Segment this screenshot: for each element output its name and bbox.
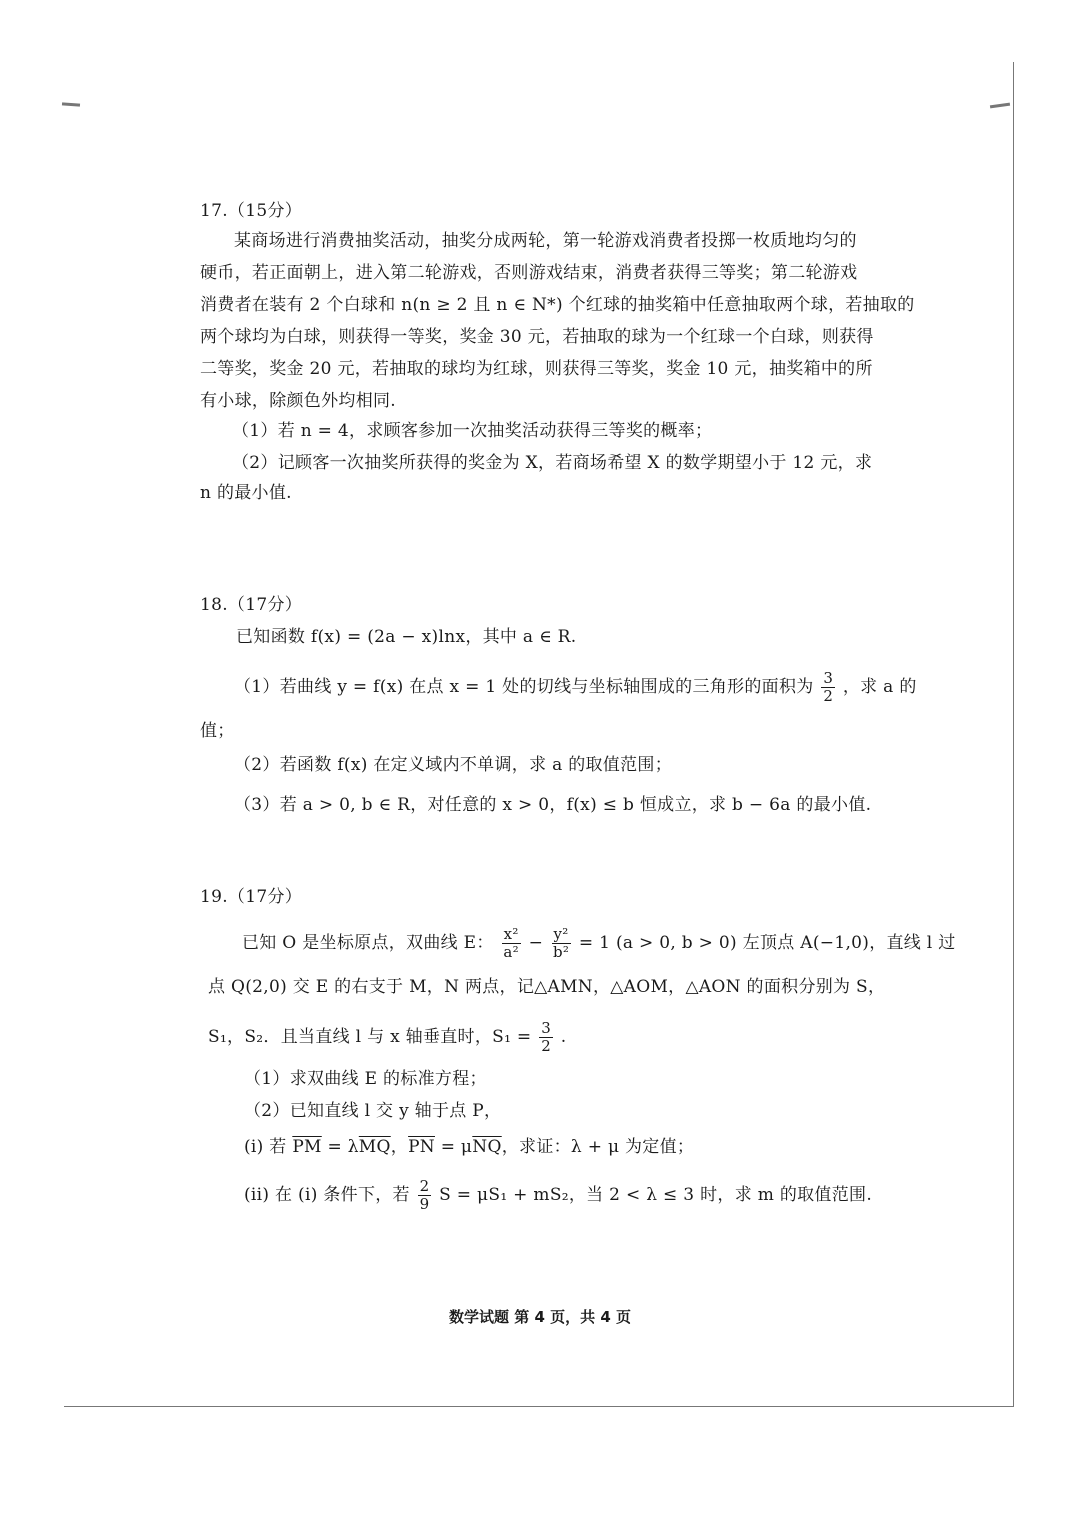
page-footer: 数学试题 第 4 页，共 4 页 <box>449 1308 631 1326</box>
q19-fraction-x <box>501 926 521 961</box>
q17-line: 两个球均为白球，则获得一等奖，奖金 30 元，若抽取的球为一个红球一个白球，则获得 <box>200 327 874 347</box>
q19-text: ，求证：λ + μ 为定值； <box>501 1137 695 1157</box>
q18-part-1-text: （1）若曲线 y = f(x) 在点 x = 1 处的切线与坐标轴围成的三角形的面积为 <box>234 677 814 697</box>
q17-line: 有小球，除颜色外均相同. <box>200 391 397 411</box>
q19-line-1 <box>242 926 956 961</box>
q19-part-2-ii <box>244 1178 872 1213</box>
q19-line-3 <box>208 1020 566 1055</box>
q19-text: = 1 (a > 0, b > 0) 左顶点 A(−1,0)，直线 l 过 <box>578 933 956 953</box>
q19-part-2: （2）已知直线 l 交 y 轴于点 P， <box>244 1101 502 1121</box>
vector-nq: $\overline{NQ}$ <box>472 1137 502 1157</box>
q19-text: S₁，S₂．且当直线 l 与 x 轴垂直时，S₁ = <box>208 1027 532 1047</box>
q17-line: 某商场进行消费抽奖活动，抽奖分成两轮，第一轮游戏消费者投掷一枚质地均匀的 <box>234 231 857 251</box>
q17-part-2: （2）记顾客一次抽奖所获得的奖金为 X，若商场希望 X 的数学期望小于 12 元，求 <box>232 453 873 473</box>
fraction-denominator: b² <box>552 943 570 961</box>
q17-line: n 的最小值. <box>200 483 292 503</box>
fraction-numerator: y² <box>553 925 569 943</box>
fraction-denominator: a² <box>503 943 519 961</box>
minus-sign: − <box>528 933 544 953</box>
q18-part-1 <box>234 670 917 705</box>
q19-text: . <box>560 1027 567 1047</box>
q19-fraction-y <box>551 926 571 961</box>
q17-part-1: （1）若 n = 4，求顾客参加一次抽奖活动获得三等奖的概率； <box>232 421 713 441</box>
q19-line-2: 点 Q(2,0) 交 E 的右支于 M，N 两点，记△AMN，△AOM，△AON 的面积分别为 S， <box>208 977 886 997</box>
page-bottom-edge <box>64 1406 1014 1407</box>
fraction-numerator: 3 <box>823 669 834 687</box>
page-right-edge <box>1013 62 1014 1407</box>
fraction-numerator: x² <box>503 925 519 943</box>
fraction-denominator: 9 <box>419 1195 430 1213</box>
q19-fraction-s1 <box>539 1020 553 1055</box>
q19-text: (ii) 在 (i) 条件下，若 <box>244 1185 410 1205</box>
q19-text: = λ <box>321 1137 359 1157</box>
fraction-denominator: 2 <box>541 1037 552 1055</box>
q19-text: S = μS₁ + mS₂，当 2 < λ ≤ 3 时，求 m 的取值范围. <box>439 1185 873 1205</box>
q19-text: = μ <box>434 1137 473 1157</box>
vector-pn: $\overline{PN}$ <box>408 1137 435 1157</box>
q17-line: 二等奖，奖金 20 元，若抽取的球均为红球，则获得三等奖，奖金 10 元，抽奖箱中的所 <box>200 359 873 379</box>
q17-heading: 17.（15分） <box>200 201 303 221</box>
q18-heading: 18.（17分） <box>200 595 303 615</box>
q19-text: ， <box>390 1137 409 1157</box>
q19-heading: 19.（17分） <box>200 887 303 907</box>
q19-text: 已知 O 是坐标原点，双曲线 E： <box>242 933 494 953</box>
q17-line: 硬币，若正面朝上，进入第二轮游戏，否则游戏结束，消费者获得三等奖；第二轮游戏 <box>200 263 858 283</box>
q19-part-1: （1）求双曲线 E 的标准方程； <box>244 1069 487 1089</box>
fraction-numerator: 2 <box>419 1177 430 1195</box>
scan-mark-left <box>62 102 80 106</box>
q19-part-2-i <box>244 1136 694 1158</box>
q18-part-3: （3）若 a > 0, b ∈ R，对任意的 x > 0，f(x) ≤ b 恒成立，求 b − 6a 的最小值. <box>234 795 872 815</box>
q19-text: (i) 若 <box>244 1137 293 1157</box>
q18-part-1-cont: 值； <box>200 721 235 741</box>
q18-intro: 已知函数 f(x) = (2a − x)lnx，其中 a ∈ R. <box>236 627 577 647</box>
q18-part-1-text: ，求 a 的 <box>842 677 917 697</box>
scan-mark-right <box>990 103 1010 109</box>
q17-line: 消费者在装有 2 个白球和 n(n ≥ 2 且 n ∈ N*) 个红球的抽奖箱中任意抽取两个球，若抽取的 <box>200 295 915 315</box>
fraction-numerator: 3 <box>541 1019 552 1037</box>
q19-fraction-2-9 <box>418 1178 432 1213</box>
fraction-denominator: 2 <box>823 687 834 705</box>
vector-mq: $\overline{MQ}$ <box>358 1137 391 1157</box>
q18-part-2: （2）若函数 f(x) 在定义域内不单调，求 a 的取值范围； <box>234 755 673 775</box>
vector-pm: $\overline{PM}$ <box>292 1137 322 1157</box>
q18-fraction <box>821 670 835 705</box>
